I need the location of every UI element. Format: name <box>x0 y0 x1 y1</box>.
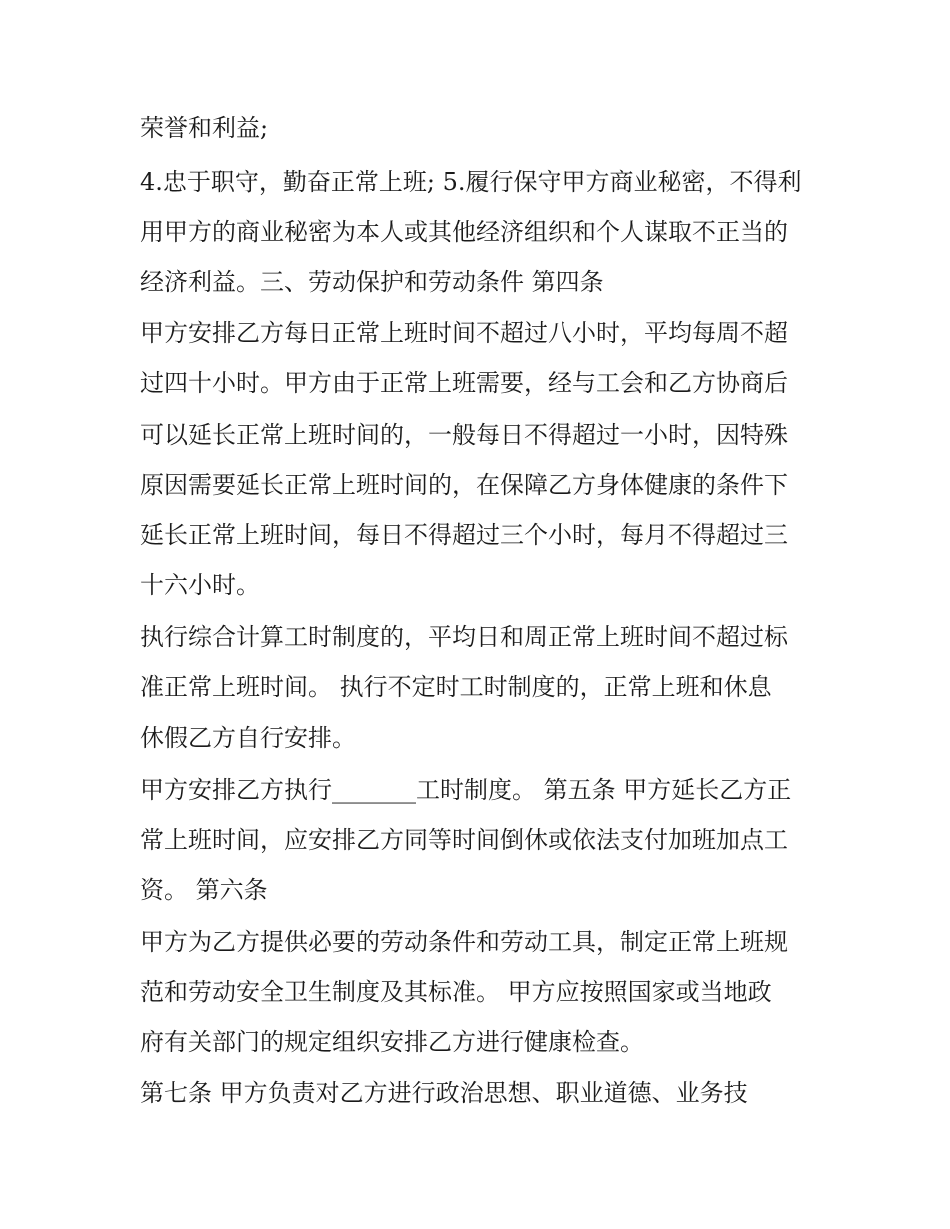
text-line: 十六小时。 <box>140 571 260 599</box>
text-line: 府有关部门的规定组织安排乙方进行健康检查。 <box>140 1028 644 1056</box>
text-line: 过四十小时。甲方由于正常上班需要，经与工会和乙方协商后 <box>140 369 788 397</box>
text-line: 甲方安排乙方执行_______工时制度。 第五条 甲方延长乙方正 <box>140 776 792 804</box>
text-line: 常上班时间，应安排乙方同等时间倒休或依法支付加班加点工 <box>140 826 788 854</box>
text-line: 执行综合计算工时制度的，平均日和周正常上班时间不超过标 <box>140 623 788 651</box>
text-line: 4.忠于职守，勤奋正常上班; 5.履行保守甲方商业秘密，不得利 <box>140 168 802 196</box>
text-line: 延长正常上班时间，每日不得超过三个小时，每月不得超过三 <box>140 521 788 549</box>
text-line: 休假乙方自行安排。 <box>140 724 356 752</box>
text-line: 用甲方的商业秘密为本人或其他经济组织和个人谋取不正当的 <box>140 218 788 246</box>
text-line: 甲方为乙方提供必要的劳动条件和劳动工具，制定正常上班规 <box>140 928 788 956</box>
text-line: 原因需要延长正常上班时间的，在保障乙方身体健康的条件下 <box>140 471 788 499</box>
text-line: 经济利益。三、劳动保护和劳动条件 第四条 <box>140 268 604 296</box>
text-line: 甲方安排乙方每日正常上班时间不超过八小时，平均每周不超 <box>140 319 788 347</box>
text-line: 可以延长正常上班时间的，一般每日不得超过一小时，因特殊 <box>140 421 788 449</box>
text-line: 范和劳动安全卫生制度及其标准。 甲方应按照国家或当地政 <box>140 978 772 1006</box>
text-line: 第七条 甲方负责对乙方进行政治思想、职业道德、业务技 <box>140 1079 748 1107</box>
text-line: 荣誉和利益; <box>140 114 269 142</box>
text-line: 准正常上班时间。 执行不定时工时制度的，正常上班和休息 <box>140 673 772 701</box>
text-line: 资。 第六条 <box>140 876 268 904</box>
